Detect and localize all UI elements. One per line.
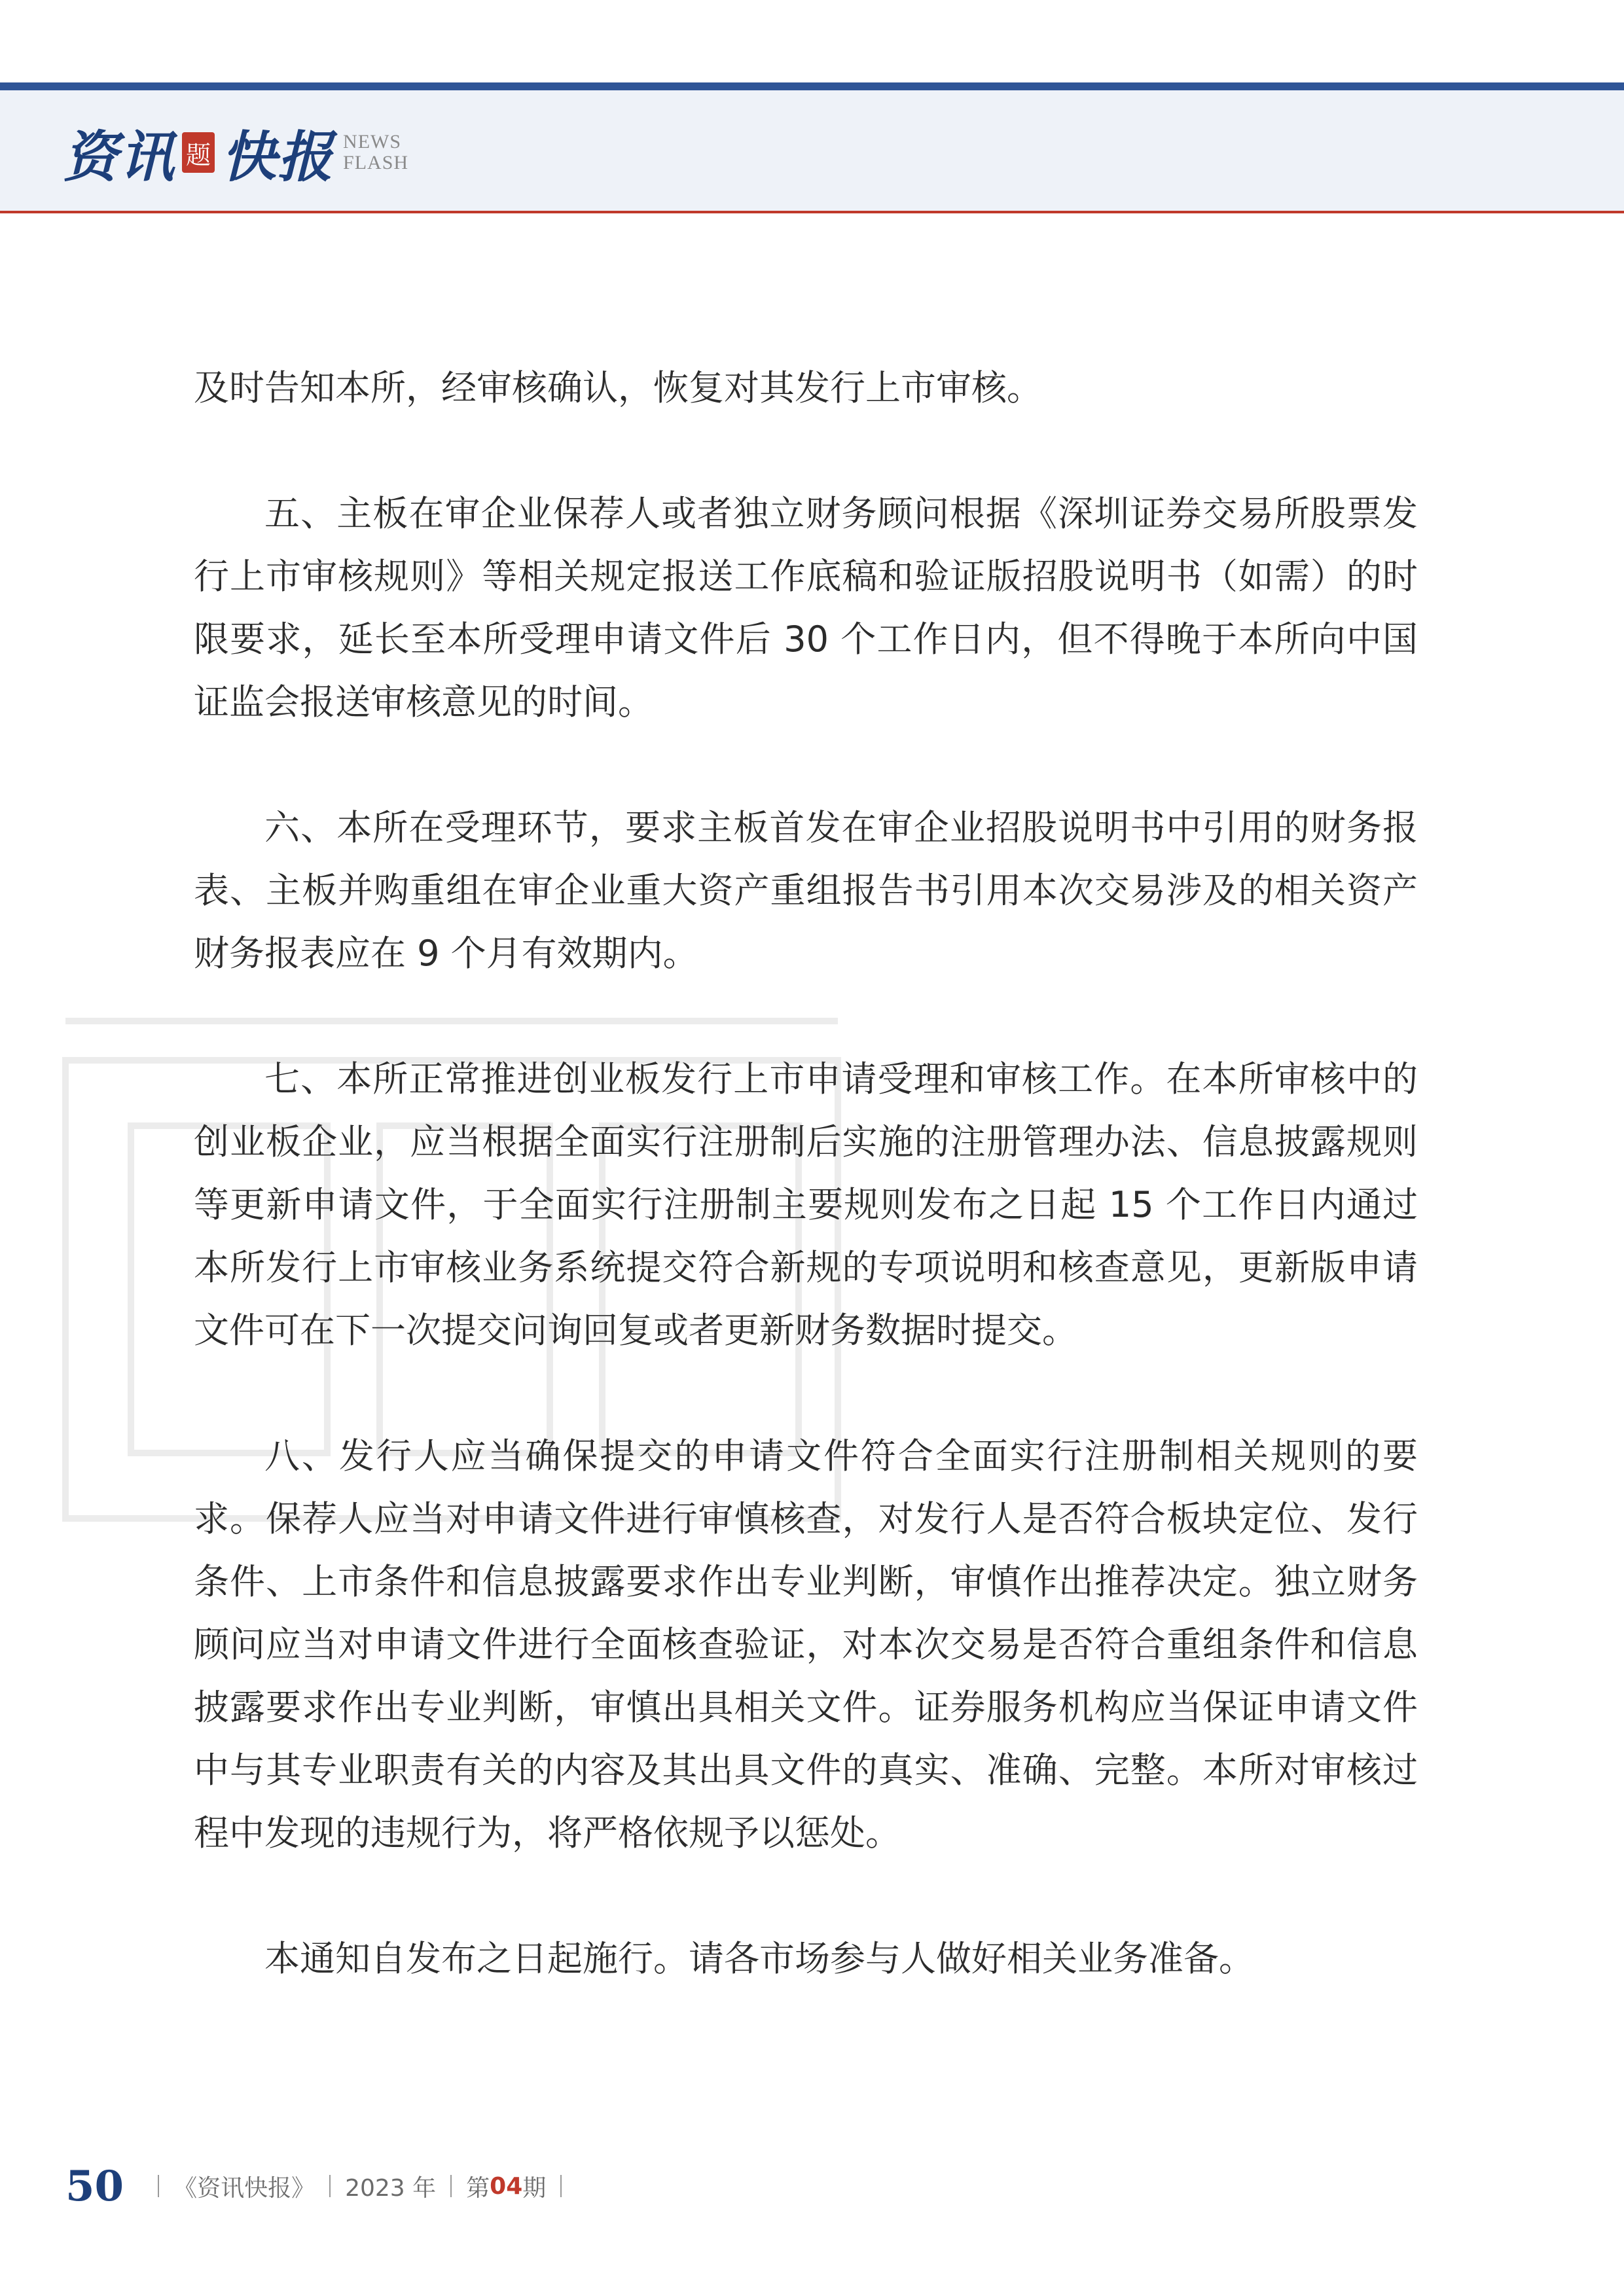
header-divider — [0, 211, 1624, 213]
logo-text-left: 资讯 — [63, 124, 176, 189]
logo-english-line2: FLASH — [343, 152, 409, 173]
footer-separator — [158, 2175, 159, 2197]
page-number: 50 — [65, 2161, 124, 2211]
publication-name: 《资讯快报》 — [173, 2174, 316, 2202]
logo-seal-icon: 题 — [182, 132, 215, 173]
paragraph: 五、主板在审企业保荐人或者独立财务顾问根据《深圳证券交易所股票发行上市审核规则》等相关规定报送工作底稿和验证版招股说明书（如需）的时限要求，延长至本所受理申请文件后 30 个工作日内，但不得晚于本所向中国证监会报送审核意见的时间。 — [194, 493, 1418, 723]
issue-suffix: 期 — [522, 2174, 547, 2202]
publication-year: 2023 年 — [345, 2174, 437, 2202]
footer-separator — [560, 2175, 562, 2197]
issue-number: 04 — [490, 2172, 523, 2200]
paragraph: 及时告知本所，经审核确认，恢复对其发行上市审核。 — [194, 367, 1042, 408]
header-top-bar — [0, 82, 1624, 90]
page-footer — [65, 2160, 576, 2212]
footer-separator — [329, 2175, 331, 2197]
article-body — [194, 357, 1418, 1990]
issue-prefix: 第 — [466, 2174, 490, 2202]
logo-english — [343, 132, 408, 173]
logo-text-right: 快报 — [221, 124, 334, 189]
footer-separator — [450, 2175, 452, 2197]
paragraph: 本通知自发布之日起施行。请各市场参与人做好相关业务准备。 — [264, 1938, 1254, 1979]
logo-english-line1: NEWS — [343, 131, 402, 152]
paragraph: 六、本所在受理环节，要求主板首发在审企业招股说明书中引用的财务报表、主板并购重组在审企业重大资产重组报告书引用本次交易涉及的相关资产财务报表应在 9 个月有效期内。 — [194, 807, 1418, 974]
paragraph: 七、本所正常推进创业板发行上市申请受理和审核工作。在本所审核中的创业板企业，应当根据全面实行注册制后实施的注册管理办法、信息披露规则等更新申请文件，于全面实行注册制主要规则发布之日起 15 个工作日内通过本所发行上市审核业务系统提交符合新规的专项说明和核查意见，更新版申请文件可在下一次提交问询回复或者更新财务数据时提交。 — [194, 1058, 1418, 1351]
paragraph: 八、发行人应当确保提交的申请文件符合全面实行注册制相关规则的要求。保荐人应当对申请文件进行审慎核查，对发行人是否符合板块定位、发行条件、上市条件和信息披露要求作出专业判断，审慎作出推荐决定。独立财务顾问应当对申请文件进行全面核查验证，对本次交易是否符合重组条件和信息披露要求作出专业判断，审慎出具相关文件。证券服务机构应当保证申请文件中与其专业职责有关的内容及其出具文件的真实、准确、完整。本所对审核过程中发现的违规行为，将严格依规予以惩处。 — [194, 1435, 1418, 1854]
masthead-logo — [63, 117, 408, 188]
